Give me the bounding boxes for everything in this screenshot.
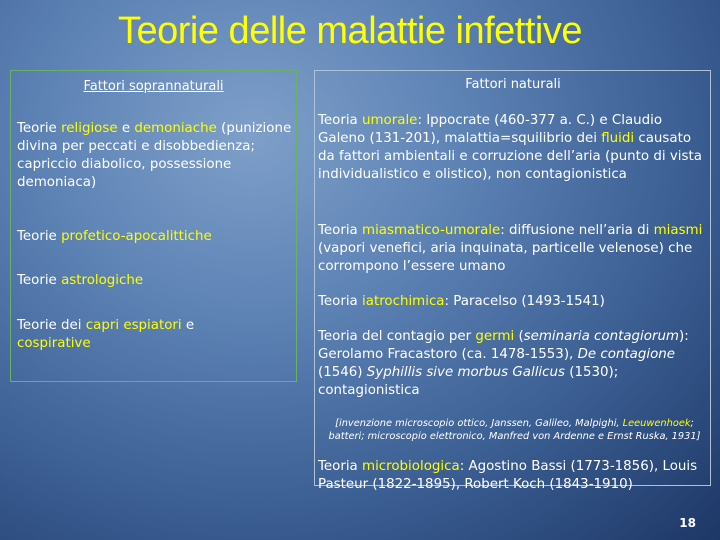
right-item-microbiological: Teoria microbiologica: Agostino Bassi (1773-1856), Louis Pasteur (1822-1895), Robert Koch (1843-1910) [318,459,698,492]
right-item-contagion: Teoria del contagio per germi (seminaria contagiorum): Gerolamo Fracastoro (ca. 1478-1553), De contagione (1546) Syphillis sive morbus Gallicus (1530); contagionistica [318,329,689,398]
left-item-astrological: Teorie astrologiche [17,273,144,288]
right-item-microscope-note: [invenzione microscopio ottico, Janssen, Galileo, Malpighi, Leeuwenhoek; batteri; microscopio elettronico, Manfred von Ardenne e Ernst Ruska, 1931] [328,418,701,442]
right-item-iatrochemical: Teoria iatrochimica: Paracelso (1493-1541) [318,294,605,309]
page-number: 18 [679,516,696,530]
left-item-religious: Teorie religiose e demoniache (punizione divina per peccati e disobbedienza; capriccio diabolico, possessione demoniaca) [17,121,292,190]
right-item-miasmatic: Teoria miasmatico-umorale: diffusione nell’aria di miasmi (vapori venefici, aria inquinata, particelle velenose) che corrompono l’essere umano [318,223,703,274]
right-item-humoral: Teoria umorale: Ippocrate (460-377 a. C.) e Claudio Galeno (131-201), malattia=squilibrio dei fluidi causato da fattori ambientali e corruzione dell’aria (punto di vista individualistico e olistico), non contagionistica [318,113,702,182]
left-item-prophetic: Teorie profetico-apocalittiche [17,229,212,244]
natural-header: Fattori naturali [465,77,561,92]
slide-title: Teorie delle malattie infettive [118,10,582,52]
supernatural-header: Fattori soprannaturali [83,79,224,94]
left-item-scapegoat: Teorie dei capri espiatori e cospirative [17,318,195,351]
